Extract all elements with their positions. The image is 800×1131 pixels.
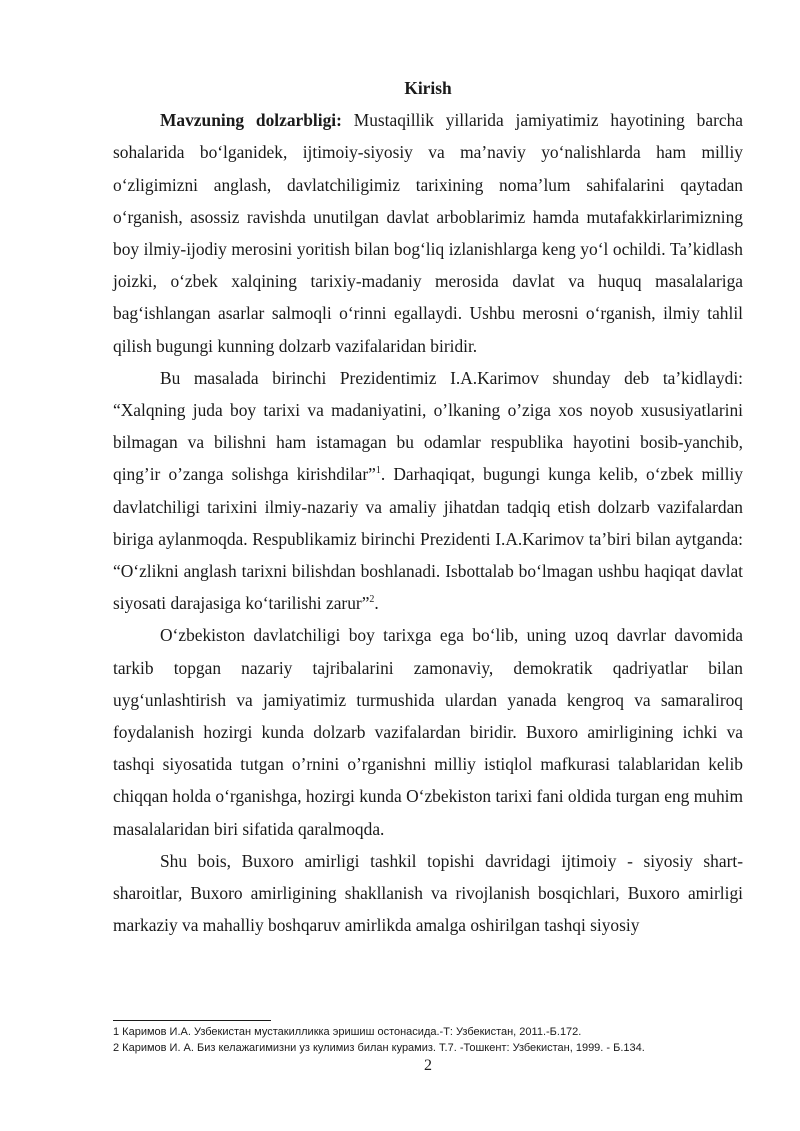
footnote-2: 2 Каримов И. А. Биз келажагимизни уз кулимиз билан курамиз. Т.7. -Тошкент: Узбекистан, 1999. - Б.134. xyxy=(113,1042,645,1054)
paragraph-text: . xyxy=(374,593,379,614)
page-number: 2 xyxy=(424,1057,432,1074)
paragraph-karimov-quote xyxy=(113,362,743,620)
footnote-separator xyxy=(113,1020,271,1021)
footnotes xyxy=(113,1024,753,1056)
paragraph-text: Mustaqillik yillarida jamiyatimiz hayotining barcha sohalarida bo‘lganidek, ijtimoiy-siyosiy va ma’naviy yo‘nalishlarda ham milliy o‘zligimizni anglash, davlatchiligimiz tarixining noma’lum sahifalarini qaytadan o‘rganish, asossiz ravishda unutilgan davlat arboblarimiz hamda mutafakkirlarimizning boy ilmiy-ijodiy merosini yoritish bilan bog‘liq izlanishlarga keng yo‘l ochildi. Ta’kidlash joizki, o‘zbek xalqining tarixiy-madaniy merosida davlat va huquq masalalariga bag‘ishlangan asarlar salmoqli o‘rinni egallaydi. Ushbu merosni o‘rganish, ilmiy tahlil qilish bugungi kunning dolzarb vazifalaridan biridir. xyxy=(113,110,743,356)
paragraph-bukhara: Shu bois, Buxoro amirligi tashkil topishi davridagi ijtimoiy - siyosiy shart-sharoitlar, Buxoro amirligining shakllanish va rivojlanish bosqichlari, Buxoro amirligi markaziy va mahalliy boshqaruv amirlikda amalga oshirilgan tashqi siyosiy xyxy=(113,850,743,936)
section-heading: Kirish xyxy=(404,78,452,98)
paragraph-text: . Darhaqiqat, bugungi kunga kelib, o‘zbek milliy davlatchiligi tarixini ilmiy-nazariy va amaliy jihatdan tadqiq etish dolzarb vazifalardan biriga aylanmoqda. Respublikamiz birinchi Prezidenti I.A.Karimov ta’biri bilan aytganda: “O‘zlikni anglash tarixni bilishdan boshlanadi. Isbottalab bo‘lmagan ushbu haqiqat davlat siyosati darajasiga ko‘tarilishi zarur” xyxy=(113,464,743,614)
paragraph-lead: Mavzuning dolzarbligi: xyxy=(160,110,342,131)
footnote-1: 1 Каримов И.А. Узбекистан мустакилликка эришиш остонасида.-Т: Узбекистан, 2011.-Б.172. xyxy=(113,1026,582,1038)
paragraph-relevance xyxy=(113,104,743,362)
paragraph-text: Bu masalada birinchi Prezidentimiz I.A.Karimov shunday deb ta’kidlaydi: “Xalqning juda boy tarixi va madaniyatini, o’lkaning o’ziga xos noyob xususiyatlarini bilmagan va bilishni ham istamagan bu odamlar respublika hayotini bosib-yanchib, qing’ir o’zanga solishga kirishdilar” xyxy=(113,367,743,485)
footnote-ref-1[interactable]: 1 xyxy=(375,465,381,477)
paragraph-statehood: O‘zbekiston davlatchiligi boy tarixga ega bo‘lib, uning uzoq davrlar davomida tarkib topgan nazariy tajribalarini zamonaviy, demokratik qadriyatlar bilan uyg‘unlashtirish va jamiyatimiz turmushida ulardan yanada kengroq va samaraliroq foydalanish hozirgi kunda dolzarb vazifalardan biridir. Buxoro amirligining ichki va tashqi siyosatida tutgan o’rnini o’rganishni milliy istiqlol mafkurasi talablaridan kelib chiqqan holda o‘rganishga, hozirgi kunda O‘zbekiston tarixi fani oldida turgan eng muhim masalalaridan biri sifatida qaralmoqda. xyxy=(113,625,743,839)
body-text xyxy=(113,72,743,941)
footnote-ref-2[interactable]: 2 xyxy=(369,594,375,606)
